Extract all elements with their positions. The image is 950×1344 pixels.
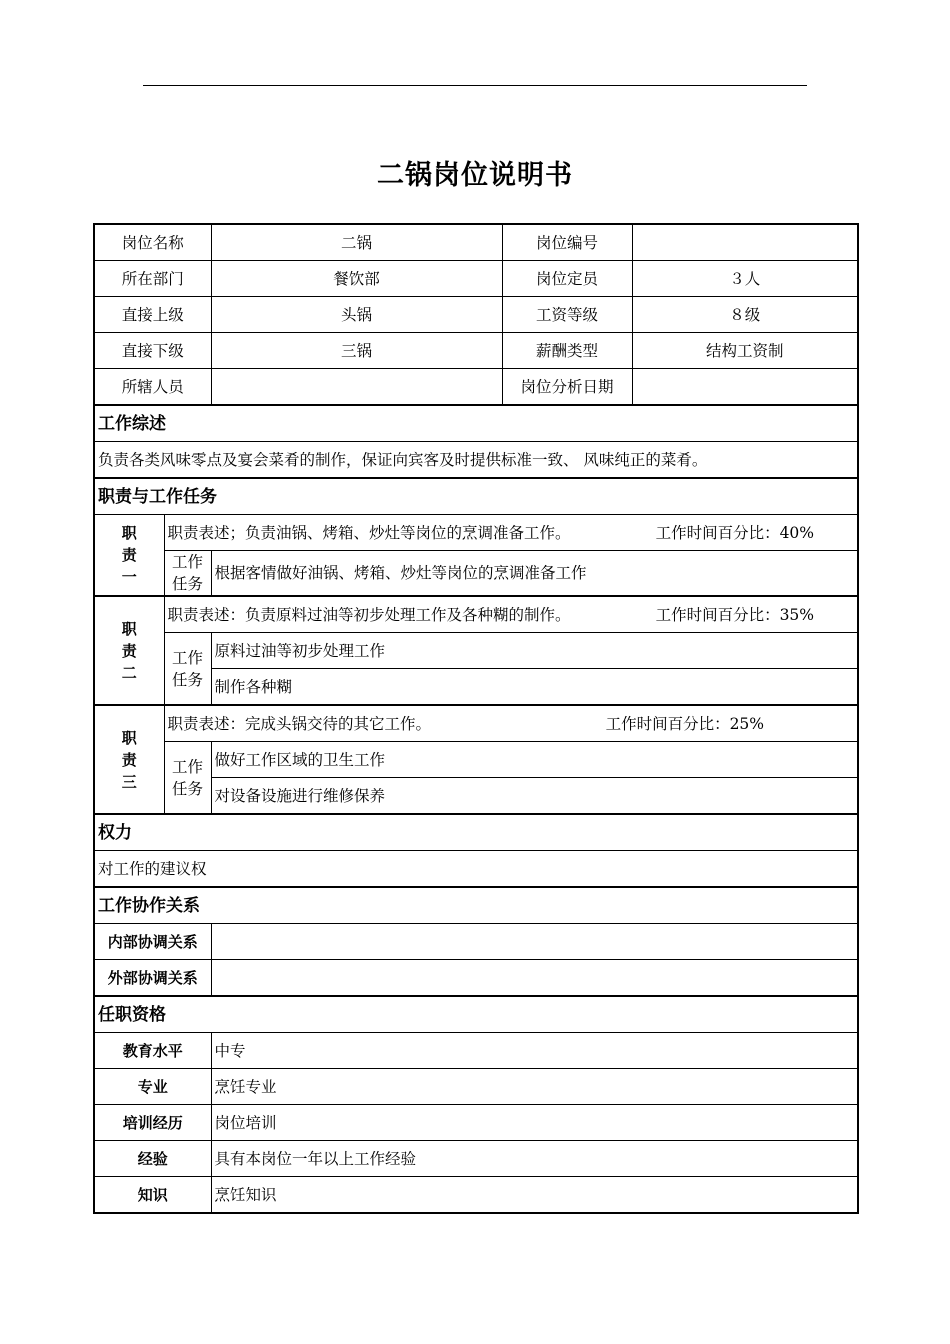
basic-row bbox=[94, 261, 858, 297]
duties-header: 职责与工作任务 bbox=[94, 478, 858, 515]
authority-row bbox=[94, 851, 858, 888]
duty-statement: 职责表述：负责原料过油等初步处理工作及各种糊的制作。 bbox=[167, 605, 571, 624]
basic-value: ８级 bbox=[632, 297, 858, 333]
qualifications-header: 任职资格 bbox=[94, 996, 858, 1033]
task-label: 工作任务 bbox=[164, 551, 211, 597]
basic-label: 所辖人员 bbox=[94, 369, 211, 406]
qualification-value: 中专 bbox=[211, 1033, 858, 1069]
basic-value: 结构工资制 bbox=[632, 333, 858, 369]
qualification-label: 培训经历 bbox=[94, 1105, 211, 1141]
cooperation-header: 工作协作关系 bbox=[94, 887, 858, 924]
duty-statement-cell bbox=[164, 705, 858, 742]
cooperation-row bbox=[94, 924, 858, 960]
task-text: 原料过油等初步处理工作 bbox=[211, 633, 858, 669]
basic-label: 岗位编号 bbox=[502, 224, 632, 261]
duty-percent: 工作时间百分比：40% bbox=[655, 523, 815, 542]
duty-statement-row bbox=[94, 705, 858, 742]
internal-value bbox=[211, 924, 858, 960]
basic-label: 岗位定员 bbox=[502, 261, 632, 297]
basic-label: 直接上级 bbox=[94, 297, 211, 333]
duty-statement: 职责表述：完成头锅交待的其它工作。 bbox=[167, 714, 432, 733]
job-description-sheet bbox=[93, 223, 857, 1214]
task-label: 工作任务 bbox=[164, 742, 211, 815]
basic-value: ３人 bbox=[632, 261, 858, 297]
qualification-row bbox=[94, 1033, 858, 1069]
summary-row bbox=[94, 442, 858, 479]
task-text: 根据客情做好油锅、烤箱、炒灶等岗位的烹调准备工作 bbox=[211, 551, 858, 597]
external-value bbox=[211, 960, 858, 997]
basic-row bbox=[94, 333, 858, 369]
basic-label: 直接下级 bbox=[94, 333, 211, 369]
authority-text: 对工作的建议权 bbox=[94, 851, 858, 888]
task-label: 工作任务 bbox=[164, 633, 211, 706]
basic-value bbox=[632, 224, 858, 261]
qualification-label: 专业 bbox=[94, 1069, 211, 1105]
authority-header: 权力 bbox=[94, 814, 858, 851]
qualification-value: 烹饪专业 bbox=[211, 1069, 858, 1105]
duty-statement-row bbox=[94, 515, 858, 551]
duty-statement-row bbox=[94, 596, 858, 633]
task-text: 做好工作区域的卫生工作 bbox=[211, 742, 858, 778]
summary-text: 负责各类风味零点及宴会菜肴的制作，保证向宾客及时提供标准一致、 风味纯正的菜肴。 bbox=[94, 442, 858, 479]
task-text: 制作各种糊 bbox=[211, 669, 858, 706]
basic-label: 岗位分析日期 bbox=[502, 369, 632, 406]
basic-value: 二锅 bbox=[211, 224, 502, 261]
external-label: 外部协调关系 bbox=[94, 960, 211, 997]
section-header-row bbox=[94, 405, 858, 442]
basic-label: 薪酬类型 bbox=[502, 333, 632, 369]
qualification-label: 教育水平 bbox=[94, 1033, 211, 1069]
qualification-label: 知识 bbox=[94, 1177, 211, 1214]
duty-label: 职责三 bbox=[94, 705, 164, 814]
basic-label: 所在部门 bbox=[94, 261, 211, 297]
basic-row bbox=[94, 224, 858, 261]
qualification-row bbox=[94, 1141, 858, 1177]
qualification-row bbox=[94, 1105, 858, 1141]
duty-percent: 工作时间百分比：35% bbox=[655, 605, 815, 624]
summary-header: 工作综述 bbox=[94, 405, 858, 442]
basic-value bbox=[211, 369, 502, 406]
duty-statement-cell bbox=[164, 515, 858, 551]
duty-label: 职责一 bbox=[94, 515, 164, 597]
basic-value bbox=[632, 369, 858, 406]
page-title: 二锅岗位说明书 bbox=[377, 160, 573, 191]
duty-task-row bbox=[94, 551, 858, 597]
duty-statement: 职责表述；负责油锅、烤箱、炒灶等岗位的烹调准备工作。 bbox=[167, 523, 571, 542]
basic-label: 岗位名称 bbox=[94, 224, 211, 261]
qualification-row bbox=[94, 1177, 858, 1214]
qualification-row bbox=[94, 1069, 858, 1105]
section-header-row bbox=[94, 814, 858, 851]
duty-percent: 工作时间百分比：25% bbox=[605, 714, 765, 733]
section-header-row bbox=[94, 996, 858, 1033]
task-text: 对设备设施进行维修保养 bbox=[211, 778, 858, 815]
job-description-table bbox=[93, 223, 859, 1214]
duty-task-row bbox=[94, 742, 858, 778]
duty-statement-cell bbox=[164, 596, 858, 633]
duty-label: 职责二 bbox=[94, 596, 164, 705]
basic-value: 餐饮部 bbox=[211, 261, 502, 297]
section-header-row bbox=[94, 478, 858, 515]
internal-label: 内部协调关系 bbox=[94, 924, 211, 960]
qualification-value: 岗位培训 bbox=[211, 1105, 858, 1141]
qualification-value: 具有本岗位一年以上工作经验 bbox=[211, 1141, 858, 1177]
qualification-label: 经验 bbox=[94, 1141, 211, 1177]
basic-label: 工资等级 bbox=[502, 297, 632, 333]
top-rule bbox=[143, 85, 807, 86]
basic-value: 三锅 bbox=[211, 333, 502, 369]
qualification-value: 烹饪知识 bbox=[211, 1177, 858, 1214]
section-header-row bbox=[94, 887, 858, 924]
duty-task-row bbox=[94, 633, 858, 669]
basic-row bbox=[94, 297, 858, 333]
basic-value: 头锅 bbox=[211, 297, 502, 333]
basic-row bbox=[94, 369, 858, 406]
cooperation-row bbox=[94, 960, 858, 997]
